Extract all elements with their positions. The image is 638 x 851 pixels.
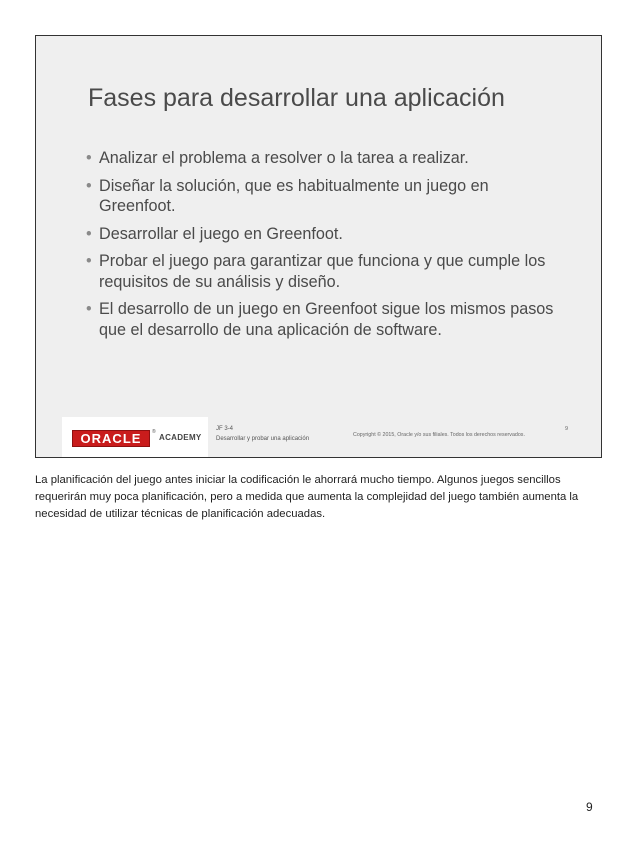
bullet-icon: • (86, 252, 92, 270)
copyright-notice: Copyright © 2015, Oracle y/o sus filiales. Todos los derechos reservados. (353, 432, 525, 438)
speaker-notes: La planificación del juego antes iniciar la codificación le ahorrará mucho tiempo. Algunos juegos sencillos requerirán muy poca planificación, pero a medida que aumenta la complejidad del juego también aumenta la necesidad de utilizar técnicas de planificación adecuadas. (35, 474, 579, 520)
slide-bullet-text: Analizar el problema a resolver o la tarea a realizar. (99, 149, 469, 167)
slide-bullet-1 (86, 148, 566, 169)
academy-label: ACADEMY (159, 433, 202, 442)
slide-bullet-5 (86, 299, 566, 340)
slide-bullet-2 (86, 176, 566, 217)
course-title: Desarrollar y probar una aplicación (216, 436, 310, 442)
slide-bullet-text: El desarrollo de un juego en Greenfoot sigue los mismos pasos que el desarrollo de una aplicación de software. (99, 300, 554, 339)
slide-bullet-4 (86, 251, 566, 292)
bullet-icon: • (86, 300, 92, 318)
slide-bullet-text: Probar el juego para garantizar que funciona y que cumple los requisitos de su análisis y diseño. (99, 252, 546, 291)
course-code: JF 3-4 (216, 426, 234, 432)
oracle-logo-badge: ORACLE (72, 430, 150, 447)
bullet-icon: • (86, 149, 92, 167)
page-number: 9 (586, 800, 593, 814)
bullet-icon: • (86, 224, 92, 243)
slide-number: 9 (565, 426, 569, 432)
slide-bullet-text: Desarrollar el juego en Greenfoot. (99, 224, 343, 243)
registered-mark: ® (152, 429, 156, 435)
slide-bullet-list (86, 148, 566, 347)
slide-bullet-3 (86, 224, 566, 245)
oracle-academy-logo (62, 417, 208, 457)
slide-bullet-text: Diseñar la solución, que es habitualmente un juego en Greenfoot. (99, 176, 489, 215)
slide-title: Fases para desarrollar una aplicación (88, 84, 505, 112)
bullet-icon: • (86, 176, 92, 195)
slide-footer (36, 417, 601, 457)
slide-thumbnail (35, 35, 602, 458)
